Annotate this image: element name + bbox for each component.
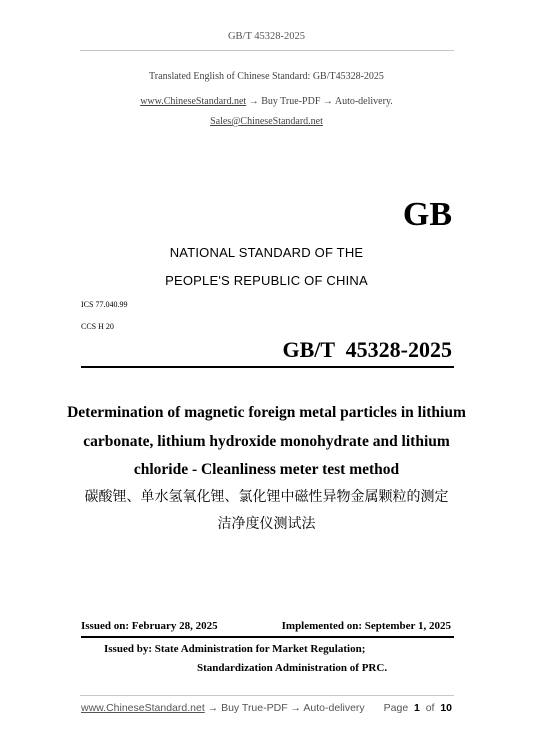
purchase-line [0,96,533,107]
page-label: Page [383,702,409,714]
national-standard-line1: NATIONAL STANDARD OF THE [169,245,364,260]
arrow-icon: → [320,96,335,107]
page-current: 1 [414,702,420,714]
footer-purchase-line [81,702,365,714]
ccs-code: CCS H 20 [81,322,114,331]
sales-line [0,116,533,127]
auto-delivery-text: Auto-delivery. [334,96,393,107]
footer-divider [80,695,454,696]
ics-code: ICS 77.040.99 [81,300,128,309]
issued-by-line1: Issued by: State Administration for Market Regulation; [104,643,366,655]
implemented-on-date: Implemented on: September 1, 2025 [281,620,451,632]
english-title-line3: chloride - Cleanliness meter test method [133,461,400,478]
national-standard-line2: PEOPLE'S REPUBLIC OF CHINA [165,273,368,288]
chinese-title-line2: 洁净度仪测试法 [217,516,316,532]
arrow-icon: → [204,702,222,714]
chinese-title [0,484,533,538]
footer-site-link[interactable]: www.ChineseStandard.net [81,702,205,714]
chinese-title-line1: 碳酸锂、单水氢氧化锂、氯化锂中磁性异物金属颗粒的测定 [84,489,449,505]
code-divider [81,366,454,368]
issued-on-date: Issued on: February 28, 2025 [81,620,218,632]
standard-code: GB/T 45328-2025 [282,337,452,362]
english-title [60,399,473,485]
site-link[interactable]: www.ChineseStandard.net [140,96,247,107]
english-title-line2: carbonate, lithium hydroxide monohydrate and lithium [83,432,450,450]
arrow-icon: → [287,702,304,714]
page-of: of [425,702,435,714]
sales-email-link[interactable]: Sales@ChineseStandard.net [210,116,323,127]
gb-logo: GB [402,196,452,233]
page-total: 10 [440,702,452,714]
footer-buy-text: Buy True-PDF [221,702,288,714]
english-title-line1: Determination of magnetic foreign metal particles in lithium [67,404,466,421]
running-header: GB/T 45328-2025 [227,31,306,42]
dates-divider [81,636,454,638]
page-indicator [384,702,452,714]
arrow-icon: → [246,96,262,107]
header-divider [80,50,454,51]
translation-notice: Translated English of Chinese Standard: GB/T45328-2025 [149,71,384,82]
issued-by-line2: Standardization Administration of PRC. [197,662,388,674]
footer-delivery-text: Auto-delivery [303,702,365,714]
buy-pdf-text: Buy True-PDF [261,96,321,107]
